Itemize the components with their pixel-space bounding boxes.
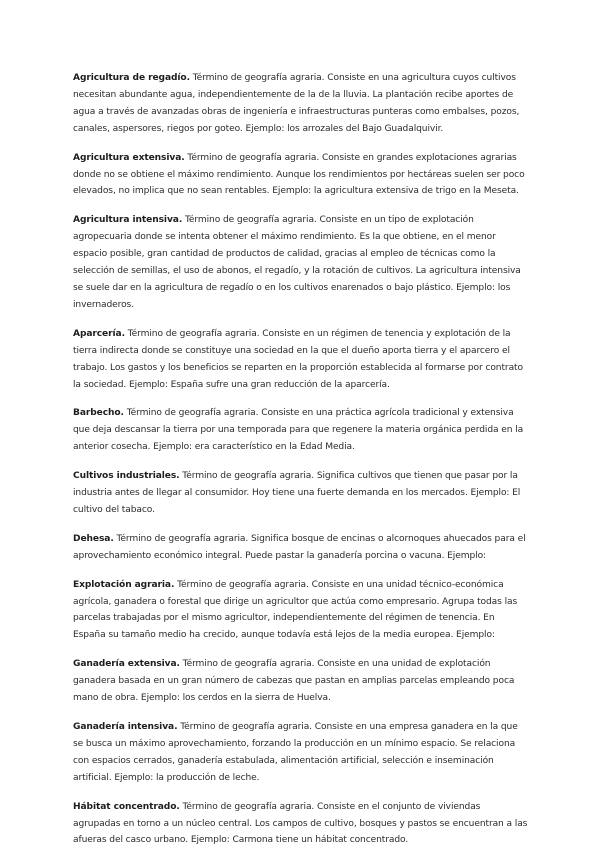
glossary-entry [73, 577, 528, 645]
entry-term-separator: . [120, 408, 124, 419]
glossary-entry [73, 531, 528, 565]
entry-definition: Término de geografía agraria. Significa cultivos que tienen que pasar por la industria antes de llegar al consumidor. Hoy tiene una fuerte demanda en los mercados. Ejemplo: El cultivo del tabaco. [73, 471, 521, 515]
entry-term: Cultivos industriales [73, 471, 177, 482]
entry-definition: Término de geografía agraria. Significa bosque de encinas o alcornoques ahuecados para el aprovechamiento económico integral. Puede pastar la ganadería porcina o vacuna. Ejemplo: [73, 533, 526, 561]
entry-term-separator: . [121, 328, 125, 339]
entry-term-separator: . [176, 471, 180, 482]
glossary-entry [73, 799, 528, 849]
entry-term: Agricultura intensiva [73, 215, 179, 226]
entry-term-separator: . [170, 579, 175, 590]
entry-definition: Término de geografía agraria. Consiste en un tipo de explotación agropecuaria donde se intenta obtener el máximo rendimiento. Es la que obtiene, en el menor espacio posible, gran cantidad de productos de calidad, gracias al empleo de técnicas como la selección de semillas, el uso de abonos, el regadío, y la rotación de cultivos. La agricultura intensiva se suele dar en la agricultura de regadío o en los cultivos enarenados o bajo plástico. Ejemplo: los invernaderos. [73, 215, 521, 310]
entry-term: Barbecho [73, 408, 121, 419]
entry-term: Dehesa [73, 533, 111, 544]
entry-definition: Término de geografía agraria. Consiste en una empresa ganadera en la que se busca un máximo aprovechamiento, forzando la producción en un mínimo espacio. Se relaciona con espacios cerrados, ganadería estabulada, alimentación artificial, selección e inseminación artificial. Ejemplo: la producción de leche. [73, 722, 518, 783]
entry-term: Hábitat concentrado [73, 801, 177, 812]
entry-definition: Término de geografía agraria. Consiste en el conjunto de viviendas agrupadas en torno a un núcleo central. Los campos de cultivo, bosques y pastos se encuentran a las afueras del casco urbano. Ejemplo: Carmona tiene un hábitat concentrado. [73, 801, 528, 846]
glossary-entry [73, 719, 528, 787]
glossary-entry [73, 326, 528, 394]
entry-term-separator: . [181, 152, 185, 163]
entry-definition: Término de geografía agraria. Consiste en una práctica agrícola tradicional y extensiva que deja descansar la tierra por una temporada para que regenere la materia orgánica perdida en la anterior cosecha. Ejemplo: era característico en la Edad Media. [73, 408, 524, 453]
entry-definition: Término de geografía agraria. Consiste en una agricultura cuyos cultivos necesitan abundante agua, independientemente de la de la lluvia. La plantación recibe aportes de agua a través de avanzadas obras de ingeniería e infraestructuras punteras como embalses, pozos, canales, aspersores, riegos por goteo. Ejemplo: los arrozales del Bajo Guadalquivir. [73, 73, 520, 134]
entry-definition: Término de geografía agraria. Consiste en una unidad técnico-económica agrícola, ganadera o forestal que dirige un agricultor que actúa como empresario. Agrupa todas las parcelas trabajadas por el mismo agricultor, independientemente del régimen de tenencia. En España su tamaño medio ha crecido, aunque todavía está lejos de la media europea. Ejemplo: [73, 579, 518, 641]
entry-term: Agricultura extensiva [73, 152, 182, 163]
glossary-entry [73, 656, 528, 707]
entry-term-separator: . [178, 215, 183, 226]
glossary-entry [73, 212, 528, 313]
entry-term: Ganadería extensiva [73, 659, 177, 670]
glossary-entry [73, 70, 528, 138]
entry-definition: Término de geografía agraria. Consiste en grandes explotaciones agrarias donde no se obtiene el máximo rendimiento. Aunque los rendimientos por hectáreas suelen ser poco elevados, no implica que no sean rentables. Ejemplo: la agricultura extensiva de trigo en la Meseta. [73, 152, 525, 197]
entry-definition: Término de geografía agraria. Consiste en un régimen de tenencia y explotación de la tierra indirecta donde se constituye una sociedad en la que el dueño aporta tierra y el aparcero el trabajo. Los gastos y los beneficios se reparten en la proporción establecida al formarse por contrato la sociedad. Ejemplo: España sufre una gran reducción de la aparcería. [73, 328, 523, 390]
entry-definition: Término de geografía agraria. Consiste en una unidad de explotación ganadera basada en un gran número de cabezas que pastan en amplias parcelas empleando poca mano de obra. Ejemplo: los cerdos en la sierra de Huelva. [73, 659, 515, 704]
glossary-entry [73, 468, 528, 519]
glossary-entry [73, 405, 528, 456]
glossary-entry [73, 150, 528, 201]
entry-term: Ganadería intensiva [73, 722, 175, 732]
entry-term-separator: . [186, 73, 190, 83]
entry-term: Agricultura de regadío [73, 73, 187, 83]
entry-term-separator: . [176, 659, 180, 670]
entry-term-separator: . [176, 801, 180, 812]
entry-term: Aparcería [73, 328, 122, 339]
entry-term-separator: . [110, 533, 114, 544]
entry-term-separator: . [174, 722, 178, 732]
entry-term: Explotación agraria [73, 579, 171, 590]
